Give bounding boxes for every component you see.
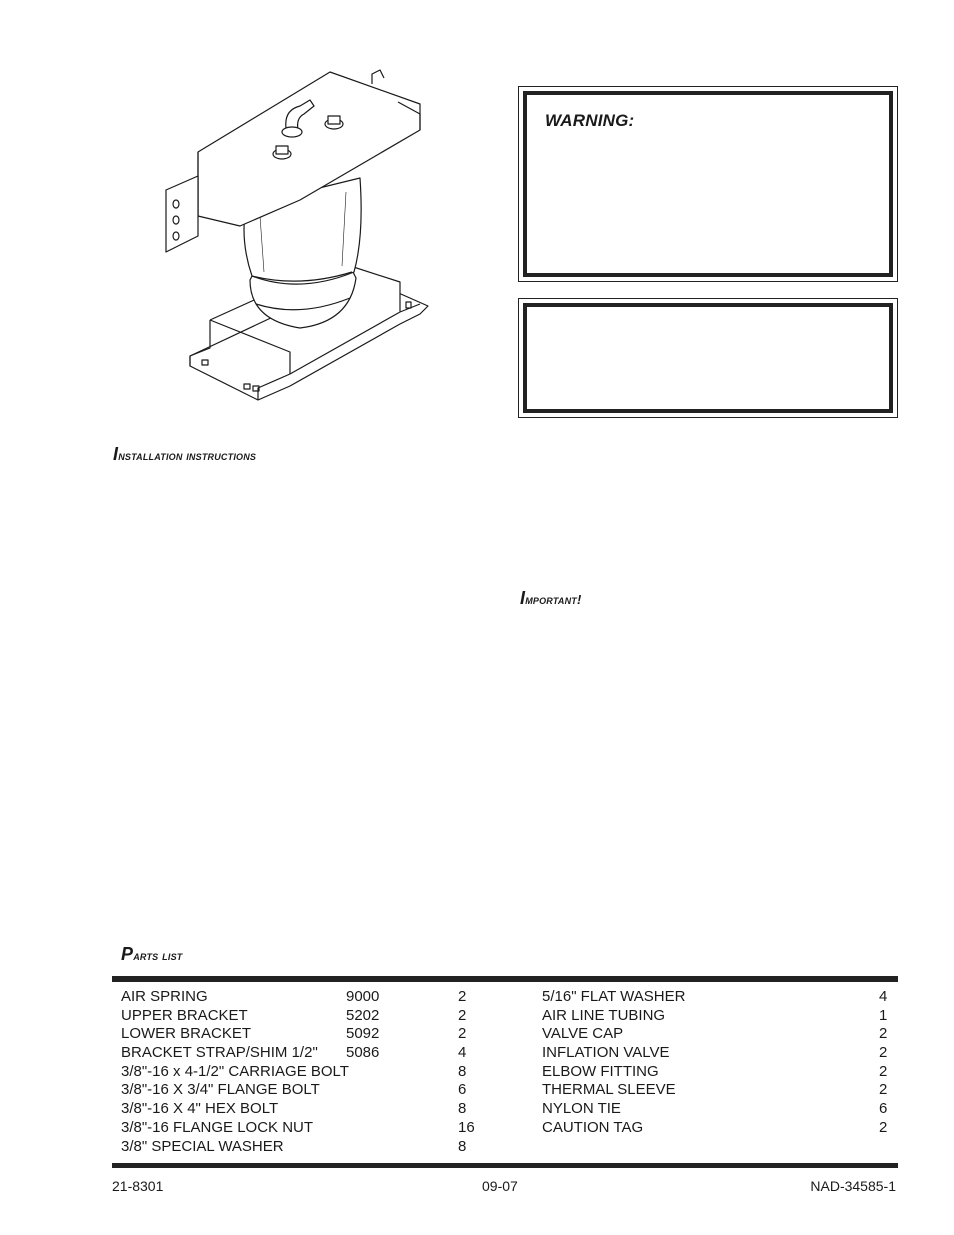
part-name: ELBOW FITTING <box>542 1062 659 1080</box>
part-name: 3/8" SPECIAL WASHER <box>121 1137 284 1155</box>
part-qty: 2 <box>458 988 467 1005</box>
warning-box-frame <box>523 91 893 277</box>
part-number: 5086 <box>346 1044 380 1062</box>
parts-row <box>542 1007 892 1026</box>
important-heading <box>520 588 582 609</box>
parts-row <box>542 1063 892 1082</box>
part-number: 5092 <box>346 1025 380 1043</box>
heading-text: mportant! <box>525 592 582 607</box>
parts-list-heading <box>121 944 182 965</box>
part-qty: 16 <box>458 1118 475 1136</box>
part-name: VALVE CAP <box>542 1025 624 1043</box>
part-name: UPPER BRACKET <box>121 1006 248 1024</box>
warning-title: WARNING: <box>545 111 635 130</box>
part-qty: 2 <box>879 1044 888 1062</box>
parts-row <box>121 988 481 1007</box>
caution-box <box>518 298 898 418</box>
part-qty: 2 <box>879 1118 888 1136</box>
part-qty: 4 <box>879 988 888 1005</box>
part-name: 3/8"-16 X 3/4" FLANGE BOLT <box>121 1081 320 1099</box>
part-name: 5/16" FLAT WASHER <box>542 988 686 1005</box>
part-number: 5202 <box>346 1006 380 1024</box>
part-qty: 6 <box>879 1100 888 1118</box>
warning-box <box>518 86 898 282</box>
parts-list-bottom-rule <box>112 1163 898 1168</box>
parts-row <box>542 1025 892 1044</box>
parts-row <box>542 1044 892 1063</box>
footer-document-number: 21-8301 <box>112 1178 164 1194</box>
part-name: 3/8"-16 X 4" HEX BOLT <box>121 1100 279 1118</box>
caution-box-frame <box>523 303 893 413</box>
part-number: 9000 <box>346 988 380 1005</box>
parts-row <box>542 1100 892 1119</box>
part-qty: 2 <box>458 1025 467 1043</box>
part-name: CAUTION TAG <box>542 1118 644 1136</box>
part-qty: 2 <box>879 1081 888 1099</box>
parts-row <box>121 1081 481 1100</box>
parts-row <box>542 1081 892 1100</box>
part-name: 3/8"-16 x 4-1/2" CARRIAGE BOLT <box>121 1062 349 1080</box>
part-name: THERMAL SLEEVE <box>542 1081 676 1099</box>
parts-row <box>542 1119 892 1138</box>
part-qty: 2 <box>879 1062 888 1080</box>
heading-text: arts list <box>133 948 183 963</box>
parts-list-right-column <box>542 988 892 1138</box>
parts-row <box>121 1063 481 1082</box>
parts-row <box>121 1044 481 1063</box>
parts-row <box>542 988 892 1007</box>
part-name: INFLATION VALVE <box>542 1044 670 1062</box>
heading-initial: P <box>121 944 134 964</box>
part-qty: 8 <box>458 1100 467 1118</box>
footer-date: 09-07 <box>482 1178 518 1194</box>
footer-kit-number: NAD-34585-1 <box>810 1178 896 1194</box>
part-qty: 2 <box>458 1006 467 1024</box>
part-name: LOWER BRACKET <box>121 1025 252 1043</box>
heading-initial: I <box>520 588 526 608</box>
parts-row <box>121 1138 481 1157</box>
part-qty: 6 <box>458 1081 467 1099</box>
parts-row <box>121 1100 481 1119</box>
parts-row <box>121 1119 481 1138</box>
part-qty: 8 <box>458 1062 467 1080</box>
part-name: 3/8"-16 FLANGE LOCK NUT <box>121 1118 314 1136</box>
parts-list-left-column <box>121 988 481 1156</box>
part-name: AIR LINE TUBING <box>542 1006 666 1024</box>
part-qty: 2 <box>879 1025 888 1043</box>
installation-instructions-heading <box>113 444 256 465</box>
part-name: NYLON TIE <box>542 1100 621 1118</box>
part-qty: 4 <box>458 1044 467 1062</box>
part-qty: 1 <box>879 1006 888 1024</box>
parts-row <box>121 1007 481 1026</box>
part-name: BRACKET STRAP/SHIM 1/2" <box>121 1044 318 1062</box>
parts-row <box>121 1025 481 1044</box>
part-qty: 8 <box>458 1137 467 1155</box>
heading-text: nstallation instructions <box>118 449 257 463</box>
part-name: AIR SPRING <box>121 988 208 1005</box>
air-spring-assembly-illustration <box>150 66 440 406</box>
parts-list-top-rule <box>112 976 898 982</box>
heading-initial: I <box>113 444 119 464</box>
